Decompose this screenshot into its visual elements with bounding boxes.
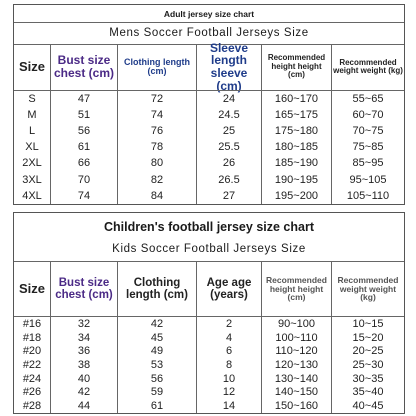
cell-recommended-height: 100~110 [275,331,318,344]
cell-clothing-length: 74 [150,109,164,122]
cell-bust: 34 [77,331,91,344]
cell-size: S [28,93,36,106]
cell-size: M [27,109,37,122]
table-row [14,139,404,155]
cell-third: 8 [225,358,233,371]
cell-size: L [28,125,36,138]
cell-bust: 74 [77,189,91,202]
cell-recommended-weight: 35~40 [352,386,384,399]
header-recommended-weight: Recommended weight weight (kg) [333,57,403,75]
column-divider [196,45,197,204]
cell-recommended-weight: 20~25 [352,345,384,358]
kids-size-chart [13,212,405,414]
cell-size: #28 [22,400,42,413]
adult-chart-title: Adult jersey size chart [163,9,255,19]
cell-third: 25.5 [218,141,240,154]
cell-recommended-height: 180~185 [274,141,319,154]
cell-size: #18 [22,331,42,344]
cell-third: 12 [222,386,236,399]
header-bust: Bust size chest (cm) [53,53,115,80]
table-row [14,399,404,413]
cell-clothing-length: 84 [150,189,164,202]
cell-bust: 40 [77,372,91,385]
cell-third: 26.5 [218,173,240,186]
cell-clothing-length: 49 [150,345,164,358]
cell-third: 6 [225,345,233,358]
table-row [14,172,404,188]
column-divider [50,262,51,413]
cell-recommended-weight: 85~95 [352,157,384,170]
cell-size: #20 [22,345,42,358]
table-row [14,358,404,372]
adult-chart-subtitle: Mens Soccer Football Jerseys Size [109,27,309,39]
table-row [14,331,404,345]
cell-third: 27 [222,189,236,202]
kids-chart-subtitle: Kids Soccer Football Jerseys Size [112,243,306,255]
cell-recommended-weight: 15~20 [352,331,384,344]
cell-clothing-length: 42 [150,317,164,330]
cell-recommended-height: 165~175 [274,109,319,122]
cell-recommended-height: 185~190 [274,157,319,170]
cell-bust: 44 [77,400,91,413]
cell-size: #22 [22,358,42,371]
cell-size: 3XL [22,173,42,186]
cell-clothing-length: 82 [150,173,164,186]
cell-recommended-height: 160~170 [274,93,319,106]
cell-size: #26 [22,386,42,399]
adult-header-row [14,40,404,93]
column-divider [196,262,197,413]
kids-header-row [14,262,404,316]
cell-size: XL [25,141,39,154]
cell-third: 10 [222,372,236,385]
header-size: Size [18,281,45,297]
cell-third: 4 [225,331,233,344]
column-divider [117,45,118,204]
table-row [14,372,404,386]
cell-recommended-weight: 25~30 [352,358,384,371]
cell-clothing-length: 56 [150,372,164,385]
cell-recommended-height: 110~120 [275,345,318,358]
cell-recommended-height: 120~130 [274,358,319,371]
cell-third: 26 [222,157,236,170]
cell-recommended-weight: 95~105 [349,173,387,186]
cell-bust: 66 [77,157,91,170]
header-recommended-height: Recommended height height (cm) [266,274,327,303]
cell-size: 2XL [22,157,42,170]
cell-third: 14 [222,400,236,413]
cell-bust: 38 [77,358,91,371]
cell-clothing-length: 78 [150,141,164,154]
cell-size: #24 [22,372,42,385]
cell-recommended-height: 175~180 [274,125,319,138]
column-divider [331,262,332,413]
table-row [14,317,404,331]
cell-recommended-height: 150~160 [274,400,319,413]
header-clothing-length: Clothing length (cm) [126,276,188,301]
header-bust: Bust size chest (cm) [55,276,113,301]
table-row [14,123,404,139]
header-recommended-weight: Recommended weight weight (kg) [337,274,399,303]
cell-size: #16 [22,317,42,330]
cell-recommended-weight: 40~45 [352,400,384,413]
header-size: Size [18,59,45,75]
cell-recommended-weight: 70~75 [352,125,384,138]
cell-recommended-height: 130~140 [274,372,319,385]
cell-recommended-weight: 105~110 [346,189,390,202]
header-recommended-height: Recommended height height (cm) [267,53,326,80]
cell-recommended-weight: 30~35 [352,372,384,385]
cell-recommended-height: 140~150 [274,386,319,399]
cell-bust: 47 [77,93,91,106]
cell-recommended-weight: 60~70 [352,109,384,122]
cell-bust: 36 [77,345,91,358]
adult-size-chart [13,4,405,205]
cell-bust: 32 [77,317,91,330]
cell-recommended-height: 90~100 [277,317,315,330]
table-row [14,91,404,107]
cell-recommended-weight: 10~15 [352,317,384,330]
cell-recommended-height: 190~195 [274,173,319,186]
cell-third: 2 [225,317,233,330]
column-divider [261,45,262,204]
cell-third: 24 [222,93,236,106]
table-row [14,155,404,171]
cell-clothing-length: 80 [150,157,164,170]
table-row [14,188,404,204]
header-sleeve-length: Sleeve length sleeve (cm) [209,40,249,93]
table-row [14,344,404,358]
cell-clothing-length: 53 [150,358,164,371]
column-divider [50,45,51,204]
kids-chart-title: Children's football jersey size chart [104,220,314,234]
cell-clothing-length: 45 [150,331,164,344]
cell-third: 24.5 [218,109,240,122]
table-row [14,107,404,123]
cell-clothing-length: 59 [150,386,164,399]
cell-clothing-length: 72 [150,93,164,106]
cell-clothing-length: 61 [150,400,164,413]
cell-third: 25 [222,125,236,138]
header-clothing-length: Clothing length (cm) [124,56,190,76]
cell-bust: 70 [77,173,91,186]
kids-table-body [14,317,404,413]
table-row [14,386,404,400]
cell-clothing-length: 76 [150,125,164,138]
cell-recommended-weight: 55~65 [352,93,384,106]
cell-size: 4XL [22,189,42,202]
cell-recommended-height: 195~200 [274,189,319,202]
cell-bust: 61 [77,141,91,154]
cell-recommended-weight: 75~85 [352,141,384,154]
adult-table-body [14,91,404,204]
cell-bust: 56 [77,125,91,138]
column-divider [117,262,118,413]
cell-bust: 42 [77,386,91,399]
column-divider [331,45,332,204]
header-age: Age age (years) [206,276,252,301]
column-divider [261,262,262,413]
cell-bust: 51 [77,109,91,122]
